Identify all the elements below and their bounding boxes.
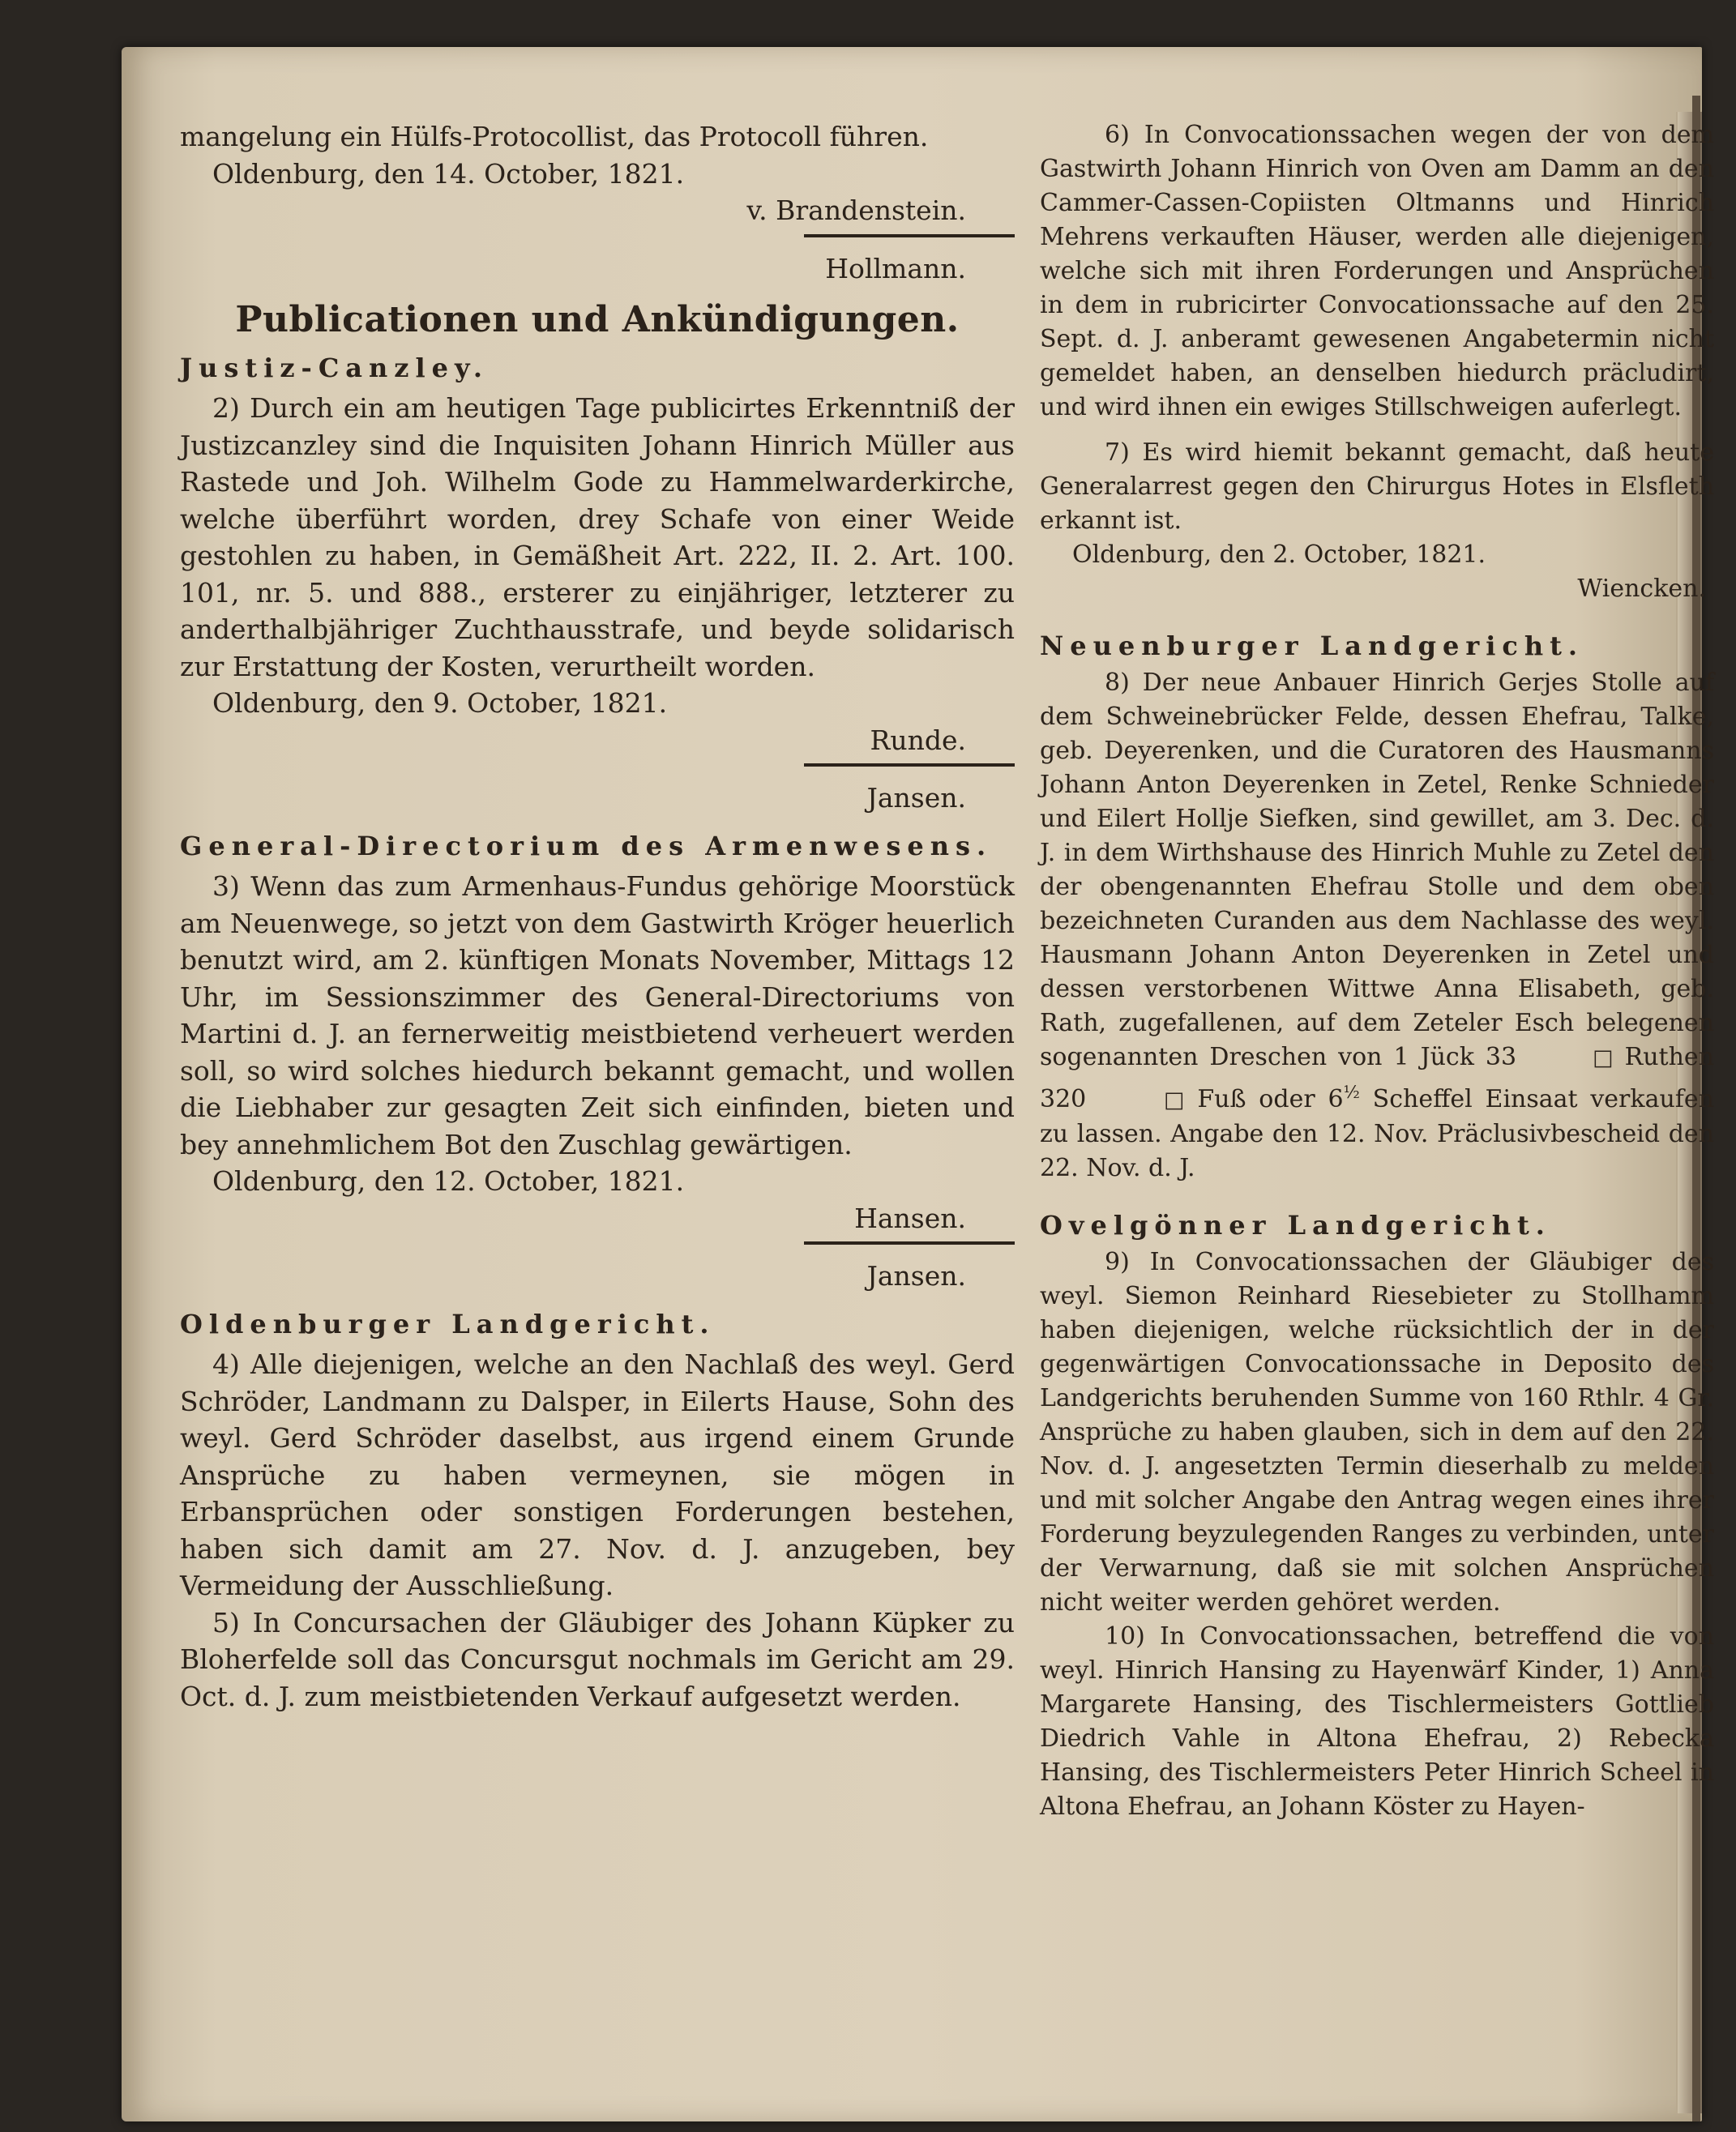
top-date: Oldenburg, den 14. October, 1821. <box>212 157 685 190</box>
notice-9: 9) In Convocationssachen der Gläubiger des weyl. Siemon Reinhard Riesebieter zu Stollhamm haben diejenigen, welche rücksichtlich der in der gegenwärtigen Convocationssache in Deposito des Landgerichts beruhenden Summe von 160 Rthlr. 4 Gr. Ansprüche zu haben glauben, sich in dem auf den 22. Nov. d. J. angesetzten Termin dieserhalb zu melden und mit solcher Angabe den Antrag wegen eines ihrer Forderung beyzulegenden Ranges zu verbinden, unter der Verwarnung, daß sie mit solchen Ansprüchen nicht weiter werden gehöret werden. <box>1040 1248 1714 1617</box>
notice-2: 2) Durch ein am heutigen Tage publicirtes Erkenntniß der Justizcanzley sind die Inquisiten Johann Hinrich Müller aus Rastede und Joh. Wilhelm Gode zu Hammelwarderkirche, welche überführt worden, drey Schafe von einer Weide gestohlen zu haben, in Gemäßheit Art. 222, II. 2. Art. 100. 101, nr. 5. und 888., ersterer zu einjähriger, letzterer zu anderthalbjähriger Zuchthausstrafe, und beyde solidarisch zur Erstattung der Kosten, verurtheilt worden. <box>180 392 1015 682</box>
spacer <box>1040 1186 1714 1197</box>
top-continuation-text: mangelung ein Hülfs-Protocollist, das Protocoll führen. <box>180 121 929 152</box>
square-symbol: □ <box>1164 1087 1185 1113</box>
notice-3-signature-1: Hansen. <box>854 1202 966 1234</box>
square-symbol: □ <box>1593 1045 1614 1070</box>
notice-8 <box>1040 666 1714 1186</box>
notice-4: 4) Alle diejenigen, welche an den Nachlaß des weyl. Gerd Schröder, Landmann zu Dalsper, in Eilerts Hause, Sohn des weyl. Gerd Schröder daselbst, aus irgend einem Grunde Ansprüche zu haben vermeynen, sie mögen in Erbansprüchen oder sonstigen Forderungen bestehen, haben sich damit am 27. Nov. d. J. anzugeben, bey Vermeidung der Ausschließung. <box>180 1348 1015 1601</box>
notice-6: 6) In Convocationssachen wegen der von dem Gastwirth Johann Hinrich von Oven am Damm an den Cammer-Cassen-Copiisten Oltmanns und Hinrich Mehrens verkauften Häuser, werden alle diejenigen, welche sich mit ihren Forderungen und Ansprüchen in dem in rubricirter Convocationssache auf den 25. Sept. d. J. anberamt gewesenen Angabetermin nicht gemeldet haben, an denselben hiedurch präcludirt, und wird ihnen ein ewiges Stillschweigen auferlegt. <box>1040 121 1714 421</box>
divider-rule <box>804 1241 1015 1245</box>
top-signature-2: Hollmann. <box>825 252 966 284</box>
notice-3-signature-2: Jansen. <box>866 1260 966 1292</box>
section-heading-ovelgonner: Ovelgönner Landgericht. <box>1040 1210 1551 1241</box>
left-column <box>180 118 1015 1715</box>
spacer <box>1040 606 1714 617</box>
notice-2-signature-1: Runde. <box>870 724 966 756</box>
notice-8-text-b: Ruthen 320 <box>1040 1043 1714 1113</box>
notice-8-text-d: Scheffel Einsaat verkaufen zu lassen. Angabe den 12. Nov. Präclusivbescheid den 22. Nov. d. J. <box>1040 1085 1714 1182</box>
section-heading-general: General-Directorium des Armenwesens. <box>180 830 993 861</box>
section-heading-oldenburger: Oldenburger Landgericht. <box>180 1308 716 1339</box>
notice-7-signature: Wiencken. <box>1577 575 1706 603</box>
right-column <box>1040 118 1714 1824</box>
notice-8-text-c: Fuß oder 6 <box>1197 1085 1344 1113</box>
divider-rule <box>804 234 1015 237</box>
notice-3-date: Oldenburg, den 12. October, 1821. <box>212 1165 685 1197</box>
notice-8-text-a: 8) Der neue Anbauer Hinrich Gerjes Stolle auf dem Schweinebrücker Felde, dessen Ehefrau, Talke, geb. Deyerenken, und die Curatoren des Hausmanns Johann Anton Deyerenken in Zetel, Renke Schnieder und Eilert Hollje Siefken, sind gewillet, am 3. Dec. d. J. in dem Wirthshause des Hinrich Muhle zu Zetel den der obengenannten Ehefrau Stolle und dem oben bezeichneten Curanden aus dem Nachlasse des weyl. Hausmann Johann Anton Deyerenken in Zetel und dessen verstorbenen Wittwe Anna Elisabeth, geb. Rath, zugefallenen, auf dem Zeteler Esch belegenen sogenannten Dreschen von 1 Jück 33 <box>1040 669 1714 1071</box>
section-heading-justiz: Justiz-Canzley. <box>180 352 490 383</box>
notice-2-date: Oldenburg, den 9. October, 1821. <box>212 687 668 719</box>
top-signature-1: v. Brandenstein. <box>746 194 966 226</box>
notice-7: 7) Es wird hiemit bekannt gemacht, daß heute Generalarrest gegen den Chirurgus Hotes in Elsfleth erkannt ist. <box>1040 438 1714 535</box>
main-heading: Publicationen und Ankündigungen. <box>235 299 960 340</box>
section-heading-neuenburger: Neuenburger Landgericht. <box>1040 630 1584 661</box>
notice-3: 3) Wenn das zum Armenhaus-Fundus gehörige Moorstück am Neuenwege, so jetzt von dem Gastwirth Kröger heuerlich benutzt wird, am 2. künftigen Monats November, Mittags 12 Uhr, im Sessionszimmer des General-Directoriums von Martini d. J. an fernerweitig meistbietend verheuert werden soll, so wird solches hiedurch bekannt gemacht, und wollen die Liebhaber zur gesagten Zeit sich einfinden, bieten und bey annehmlichem Bot den Zuschlag gewärtigen. <box>180 870 1015 1160</box>
spacer <box>1040 425 1714 436</box>
divider-rule <box>804 763 1015 767</box>
notice-10: 10) In Convocationssachen, betreffend die von weyl. Hinrich Hansing zu Hayenwärf Kinder, 1) Anna Margarete Hansing, des Tischlermeisters Gottlieb Diedrich Vahle in Altona Ehefrau, 2) Rebecka Hansing, des Tischlermeisters Peter Hinrich Scheel in Altona Ehefrau, an Johann Köster zu Hayen- <box>1040 1622 1714 1821</box>
notice-5: 5) In Concursachen der Gläubiger des Johann Küpker zu Bloherfelde soll das Concursgut nochmals im Gericht am 29. Oct. d. J. zum meistbietenden Verkauf aufgesetzt werden. <box>180 1606 1015 1712</box>
notice-2-signature-2: Jansen. <box>866 782 966 814</box>
notice-7-date: Oldenburg, den 2. October, 1821. <box>1072 540 1486 569</box>
fraction: ½ <box>1343 1083 1360 1102</box>
